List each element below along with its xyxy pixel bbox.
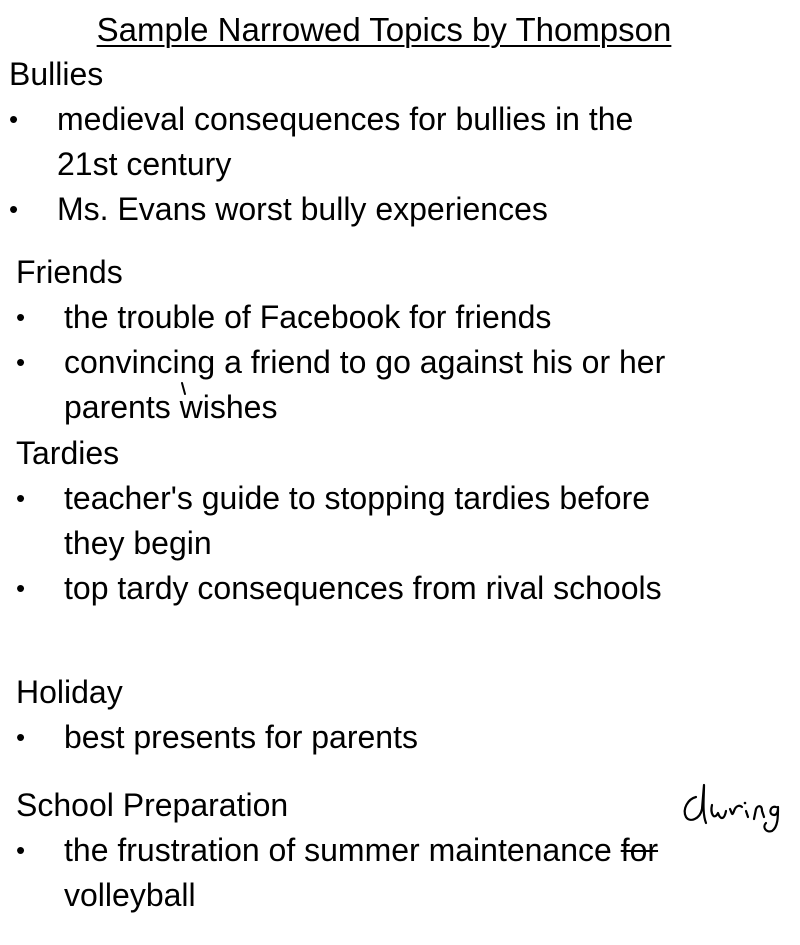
section-heading-friends: Friends — [16, 254, 123, 290]
bullet-icon: • — [16, 722, 26, 752]
list-item-text: the trouble of Facebook for friends — [64, 299, 552, 335]
list-item-text: best presents for parents — [64, 719, 418, 755]
section-heading-school-preparation: School Preparation — [16, 787, 289, 823]
list-item-text: the frustration of summer maintenance for volleyball — [64, 832, 659, 913]
list-item-text: convincing a friend to go against his or her parents wishes — [64, 344, 666, 425]
struck-word: for — [620, 832, 659, 868]
bullet-icon: • — [9, 194, 19, 224]
handwritten-apostrophe-icon — [180, 382, 188, 396]
list-item-text: medieval consequences for bullies in the 21st century — [57, 101, 634, 182]
section-heading-tardies: Tardies — [16, 435, 120, 471]
bullet-icon: • — [16, 835, 26, 865]
bullet-icon: • — [16, 573, 26, 603]
bullet-icon: • — [16, 347, 26, 377]
bullet-icon: • — [16, 302, 26, 332]
list-item-text: Ms. Evans worst bully experiences — [57, 191, 548, 227]
handwritten-during-icon — [678, 783, 788, 835]
list-item-text: top tardy consequences from rival schools — [64, 570, 662, 606]
bullet-icon: • — [9, 104, 19, 134]
bullet-icon: • — [16, 483, 26, 513]
page-title: Sample Narrowed Topics by Thompson — [96, 11, 672, 48]
section-heading-bullies: Bullies — [9, 56, 104, 92]
list-item-text: teacher's guide to stopping tardies before they begin — [64, 480, 651, 561]
section-heading-holiday: Holiday — [16, 674, 123, 710]
